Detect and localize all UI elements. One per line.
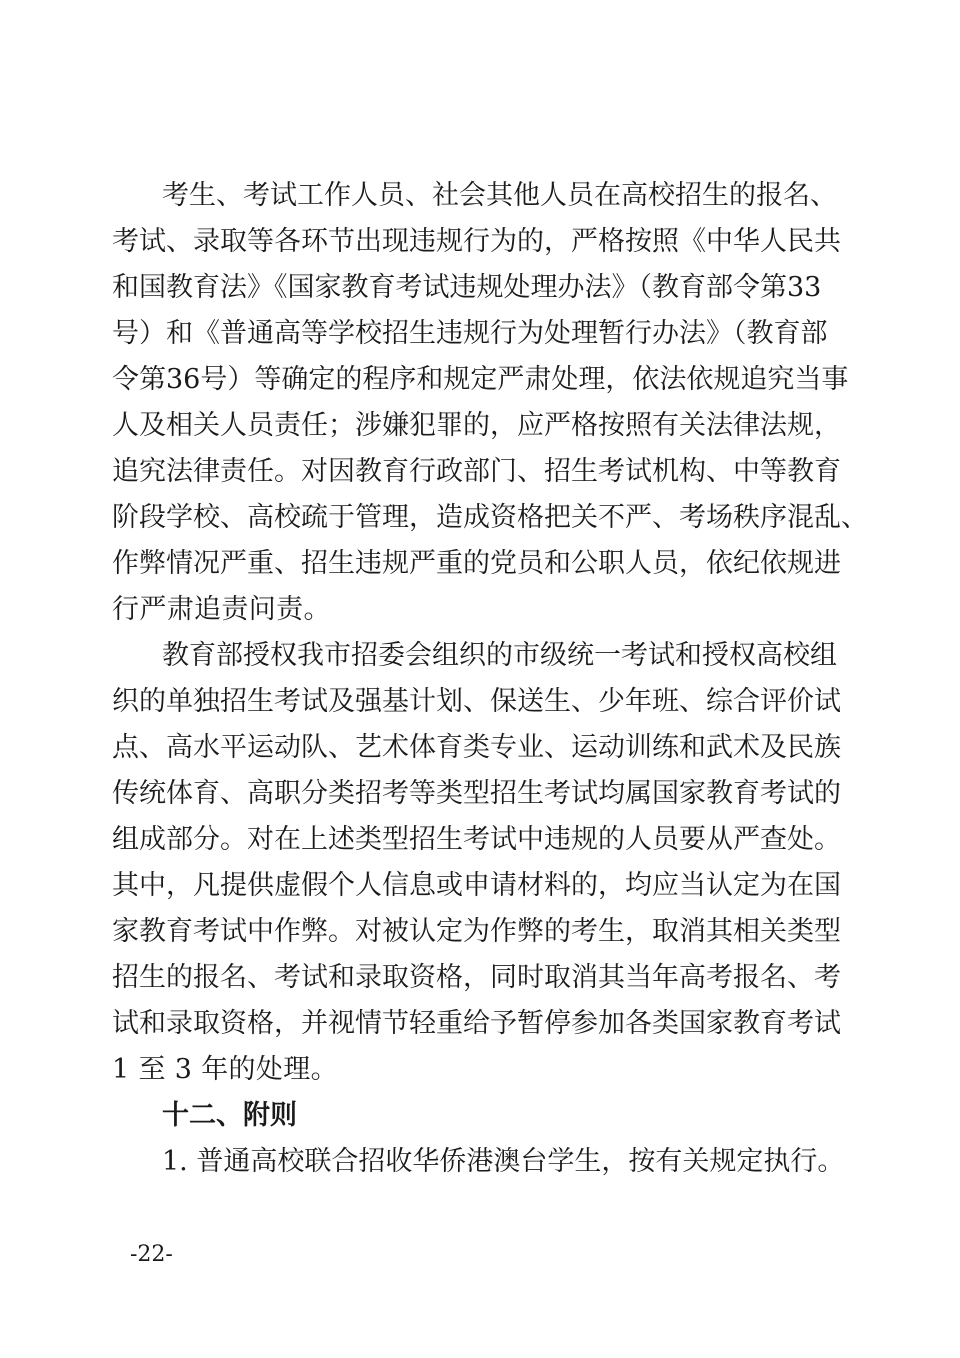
paragraph-1-line-1: 考生、考试工作人员、社会其他人员在高校招生的报名、 <box>162 180 837 211</box>
paragraph-2-line-7: 家教育考试中作弊。对被认定为作弊的考生，取消其相关类型 <box>112 916 841 947</box>
paragraph-2-line-1: 教育部授权我市招委会组织的市级统一考试和授权高校组 <box>162 640 837 671</box>
paragraph-1-line-4: 号）和《普通高等学校招生违规行为处理暂行办法》（教育部 <box>112 318 828 349</box>
paragraph-2-line-2: 织的单独招生考试及强基计划、保送生、少年班、综合评价试 <box>112 686 841 717</box>
paragraph-2-line-9: 试和录取资格，并视情节轻重给予暂停参加各类国家教育考试 <box>112 1008 841 1039</box>
paragraph-1-line-9: 作弊情况严重、招生违规严重的党员和公职人员，依纪依规进 <box>112 548 841 579</box>
paragraph-1-line-5: 令第36号）等确定的程序和规定严肃处理，依法依规追究当事 <box>112 364 849 395</box>
paragraph-1-line-3: 和国教育法》《国家教育考试违规处理办法》（教育部令第33 <box>112 272 822 303</box>
paragraph-2-line-3: 点、高水平运动队、艺术体育类专业、运动训练和武术及民族 <box>112 732 841 763</box>
paragraph-2-line-5: 组成部分。对在上述类型招生考试中违规的人员要从严查处。 <box>112 824 841 855</box>
paragraph-2-line-8: 招生的报名、考试和录取资格，同时取消其当年高考报名、考 <box>112 962 841 993</box>
paragraph-1-line-7: 追究法律责任。对因教育行政部门、招生考试机构、中等教育 <box>112 456 841 487</box>
paragraph-1-line-2: 考试、录取等各环节出现违规行为的，严格按照《中华人民共 <box>112 226 841 257</box>
paragraph-2-line-6: 其中，凡提供虚假个人信息或申请材料的，均应当认定为在国 <box>112 870 841 901</box>
paragraph-1-line-8: 阶段学校、高校疏于管理，造成资格把关不严、考场秩序混乱、 <box>112 502 868 533</box>
appendix-item-1: 1. 普通高校联合招收华侨港澳台学生，按有关规定执行。 <box>162 1146 845 1177</box>
paragraph-2-line-10: 1 至 3 年的处理。 <box>112 1054 338 1085</box>
paragraph-1-line-10: 行严肃追责问责。 <box>112 594 331 625</box>
paragraph-1-line-6: 人及相关人员责任；涉嫌犯罪的，应严格按照有关法律法规， <box>112 410 841 441</box>
page-number: -22- <box>130 1242 173 1267</box>
paragraph-2-line-4: 传统体育、高职分类招考等类型招生考试均属国家教育考试的 <box>112 778 841 809</box>
section-heading: 十二、附则 <box>162 1100 297 1131</box>
